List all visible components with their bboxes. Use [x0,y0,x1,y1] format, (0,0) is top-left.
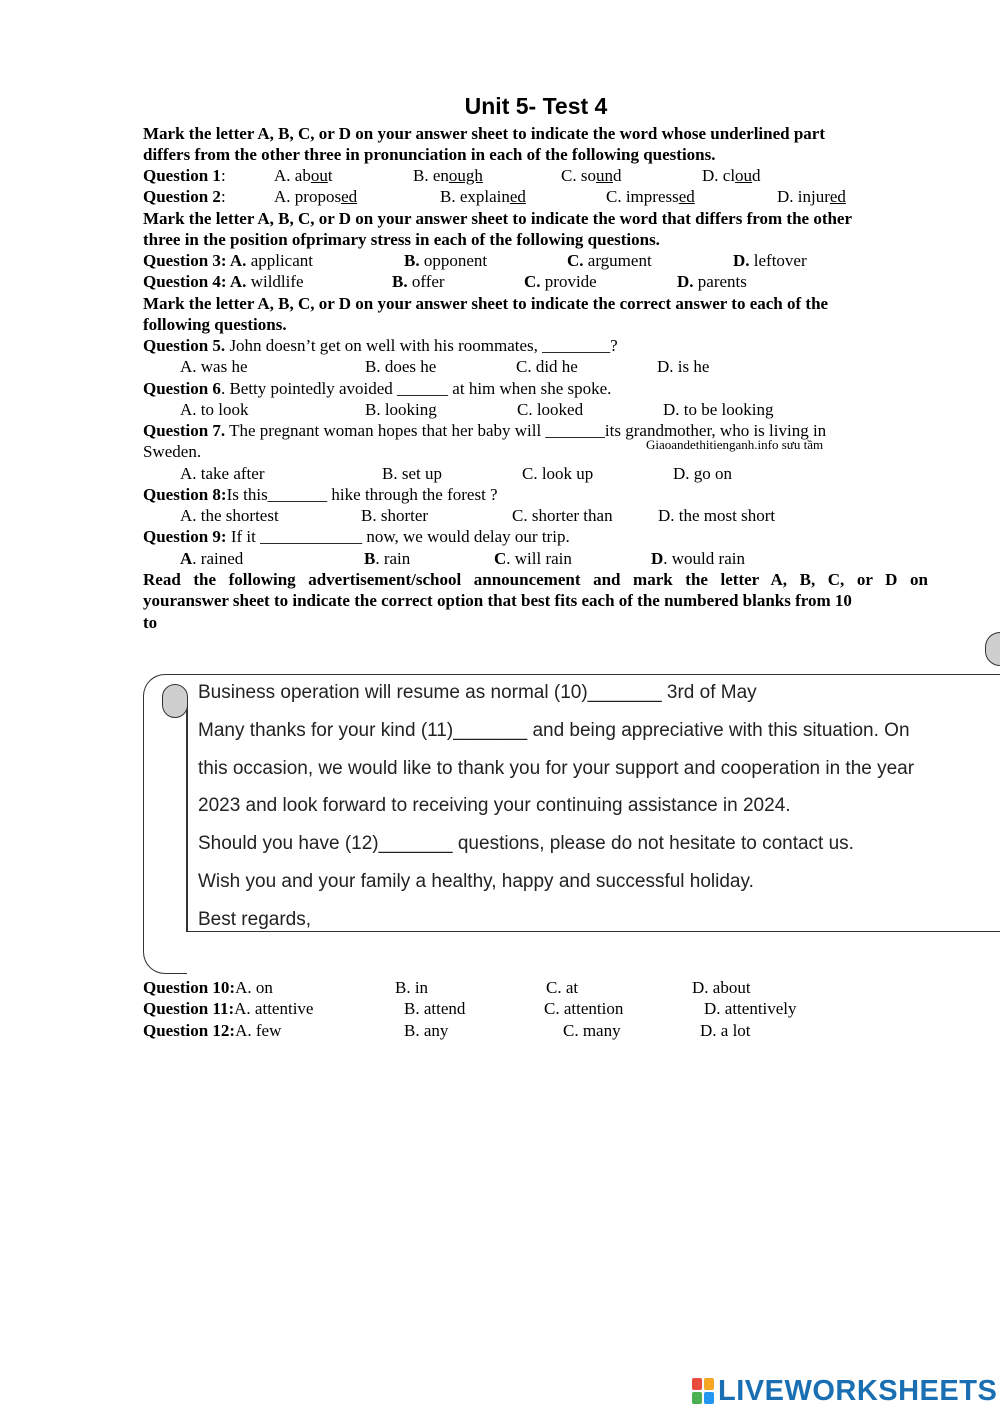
scroll-line-3: this occasion, we would like to thank you for your support and cooperation in the year [198,758,915,779]
watermark-text: Giaoandethitienganh.info sưu tầm [646,437,824,452]
section1-instruction-line1: Mark the letter A, B, C, or D on your answer sheet to indicate the word whose underlined part [143,124,826,143]
section3-instruction-line1: Mark the letter A, B, C, or D on your answer sheet to indicate the correct answer to each of the [143,294,829,313]
question-2-option-b[interactable]: B. explained [440,187,526,206]
question-11-option-c[interactable]: C. attention [544,999,624,1018]
scroll-corner-curl [985,632,1000,666]
question-12-option-d[interactable]: D. a lot [700,1021,751,1040]
question-3-option-b[interactable]: B. opponent [404,251,488,270]
question-2-option-d[interactable]: D. injured [777,187,846,206]
question-8-stem: Question 8:Is this_______ hike through the forest ? [143,485,498,504]
question-4-option-b[interactable]: B. offer [392,272,445,291]
question-5-option-a[interactable]: A. was he [180,357,248,376]
question-5-option-b[interactable]: B. does he [365,357,437,376]
question-6-option-d[interactable]: D. to be looking [663,400,774,419]
question-3-option-c[interactable]: C. argument [567,251,652,270]
question-9-option-d[interactable]: D. would rain [651,549,745,568]
question-11-option-d[interactable]: D. attentively [704,999,797,1018]
scroll-line-5: Should you have (12)_______ questions, please do not hesitate to contact us. [198,833,854,854]
scroll-left-inner-edge [186,700,188,932]
logo-square-3 [692,1392,702,1404]
question-9-option-b[interactable]: B. rain [364,549,411,568]
question-10-option-b[interactable]: B. in [395,978,429,997]
liveworksheets-logo-icon [692,1378,714,1404]
section4-instruction-line2: youranswer sheet to indicate the correct option that best fits each of the numbered blanks from 10 [143,591,852,610]
question-10-option-a[interactable]: Question 10:A. on [143,978,273,997]
question-12-option-c[interactable]: C. many [563,1021,621,1040]
question-1-option-b[interactable]: B. enough [413,166,483,185]
question-1-option-c[interactable]: C. sound [561,166,622,185]
question-2-option-a[interactable]: A. proposed [274,187,358,206]
question-9-stem: Question 9: If it ____________ now, we would delay our trip. [143,527,570,546]
question-11-option-a[interactable]: Question 11:A. attentive [143,999,314,1018]
question-1-option-d[interactable]: D. cloud [702,166,761,185]
liveworksheets-logo[interactable] [692,1374,997,1408]
section1-instruction-line2: differs from the other three in pronunciation in each of the following questions. [143,145,716,164]
question-6-option-a[interactable]: A. to look [180,400,249,419]
question-6-option-b[interactable]: B. looking [365,400,437,419]
scroll-top-curl [162,684,188,718]
question-5-option-d[interactable]: D. is he [657,357,710,376]
question-7-option-d[interactable]: D. go on [673,464,733,483]
question-4-option-c[interactable]: C. provide [524,272,597,291]
question-4-option-d[interactable]: D. parents [677,272,747,291]
section4-instruction-line1: Read the following advertisement/school announcement and mark the letter A, B, C, or D on [143,570,928,589]
question-7-stem: Question 7. The pregnant woman hopes that her baby will _______its grandmother, who is living in [143,421,827,440]
question-5-option-c[interactable]: C. did he [516,357,578,376]
question-4-option-a[interactable]: Question 4: A. wildlife [143,272,304,291]
question-2-label: Question 2: [143,187,226,206]
scroll-line-7: Best regards, [198,909,311,930]
question-12-option-a[interactable]: Question 12:A. few [143,1021,282,1040]
scroll-top-edge [168,674,1000,675]
question-7-option-a[interactable]: A. take after [180,464,265,483]
logo-square-2 [704,1378,714,1390]
question-8-option-b[interactable]: B. shorter [361,506,429,525]
question-8-option-a[interactable]: A. the shortest [180,506,279,525]
scroll-line-1: Business operation will resume as normal (10)_______ 3rd of May [198,682,757,703]
question-6-stem: Question 6. Betty pointedly avoided ______ at him when she spoke. [143,379,612,398]
question-6-option-c[interactable]: C. looked [517,400,584,419]
question-7-option-b[interactable]: B. set up [382,464,442,483]
scroll-line-2: Many thanks for your kind (11)_______ and being appreciative with this situation. On [198,720,910,741]
question-8-option-d[interactable]: D. the most short [658,506,776,525]
question-5-stem: Question 5. John doesn’t get on well with his roommates, ________? [143,336,618,355]
question-3-option-a[interactable]: Question 3: A. applicant [143,251,313,270]
question-7-option-c[interactable]: C. look up [522,464,594,483]
scroll-line-4: 2023 and look forward to receiving your continuing assistance in 2024. [198,795,791,816]
scroll-line-6: Wish you and your family a healthy, happy and successful holiday. [198,871,754,892]
question-1-option-a[interactable]: A. about [274,166,333,185]
question-9-option-a[interactable]: A. rained [180,549,244,568]
section3-instruction-line2: following questions. [143,315,287,334]
scroll-left-roll [143,674,187,974]
question-2-option-c[interactable]: C. impressed [606,187,695,206]
question-11-option-b[interactable]: B. attend [404,999,466,1018]
question-10-option-d[interactable]: D. about [692,978,751,997]
page-title: Unit 5- Test 4 [464,93,608,119]
section2-instruction-line2: three in the position ofprimary stress in each of the following questions. [143,230,660,249]
question-12-option-b[interactable]: B. any [404,1021,449,1040]
question-1-label: Question 1: [143,166,226,185]
question-8-option-c[interactable]: C. shorter than [512,506,613,525]
question-10-option-c[interactable]: C. at [546,978,579,997]
logo-square-1 [692,1378,702,1390]
section4-instruction-line3: to [143,613,158,632]
section2-instruction-line1: Mark the letter A, B, C, or D on your answer sheet to indicate the word that differs from the other [143,209,853,228]
question-7-stem-continued: Sweden. [143,442,202,461]
question-9-option-c[interactable]: C. will rain [494,549,572,568]
question-3-option-d[interactable]: D. leftover [733,251,807,270]
logo-square-4 [704,1392,714,1404]
liveworksheets-logo-text: LIVEWORKSHEETS [718,1374,998,1407]
